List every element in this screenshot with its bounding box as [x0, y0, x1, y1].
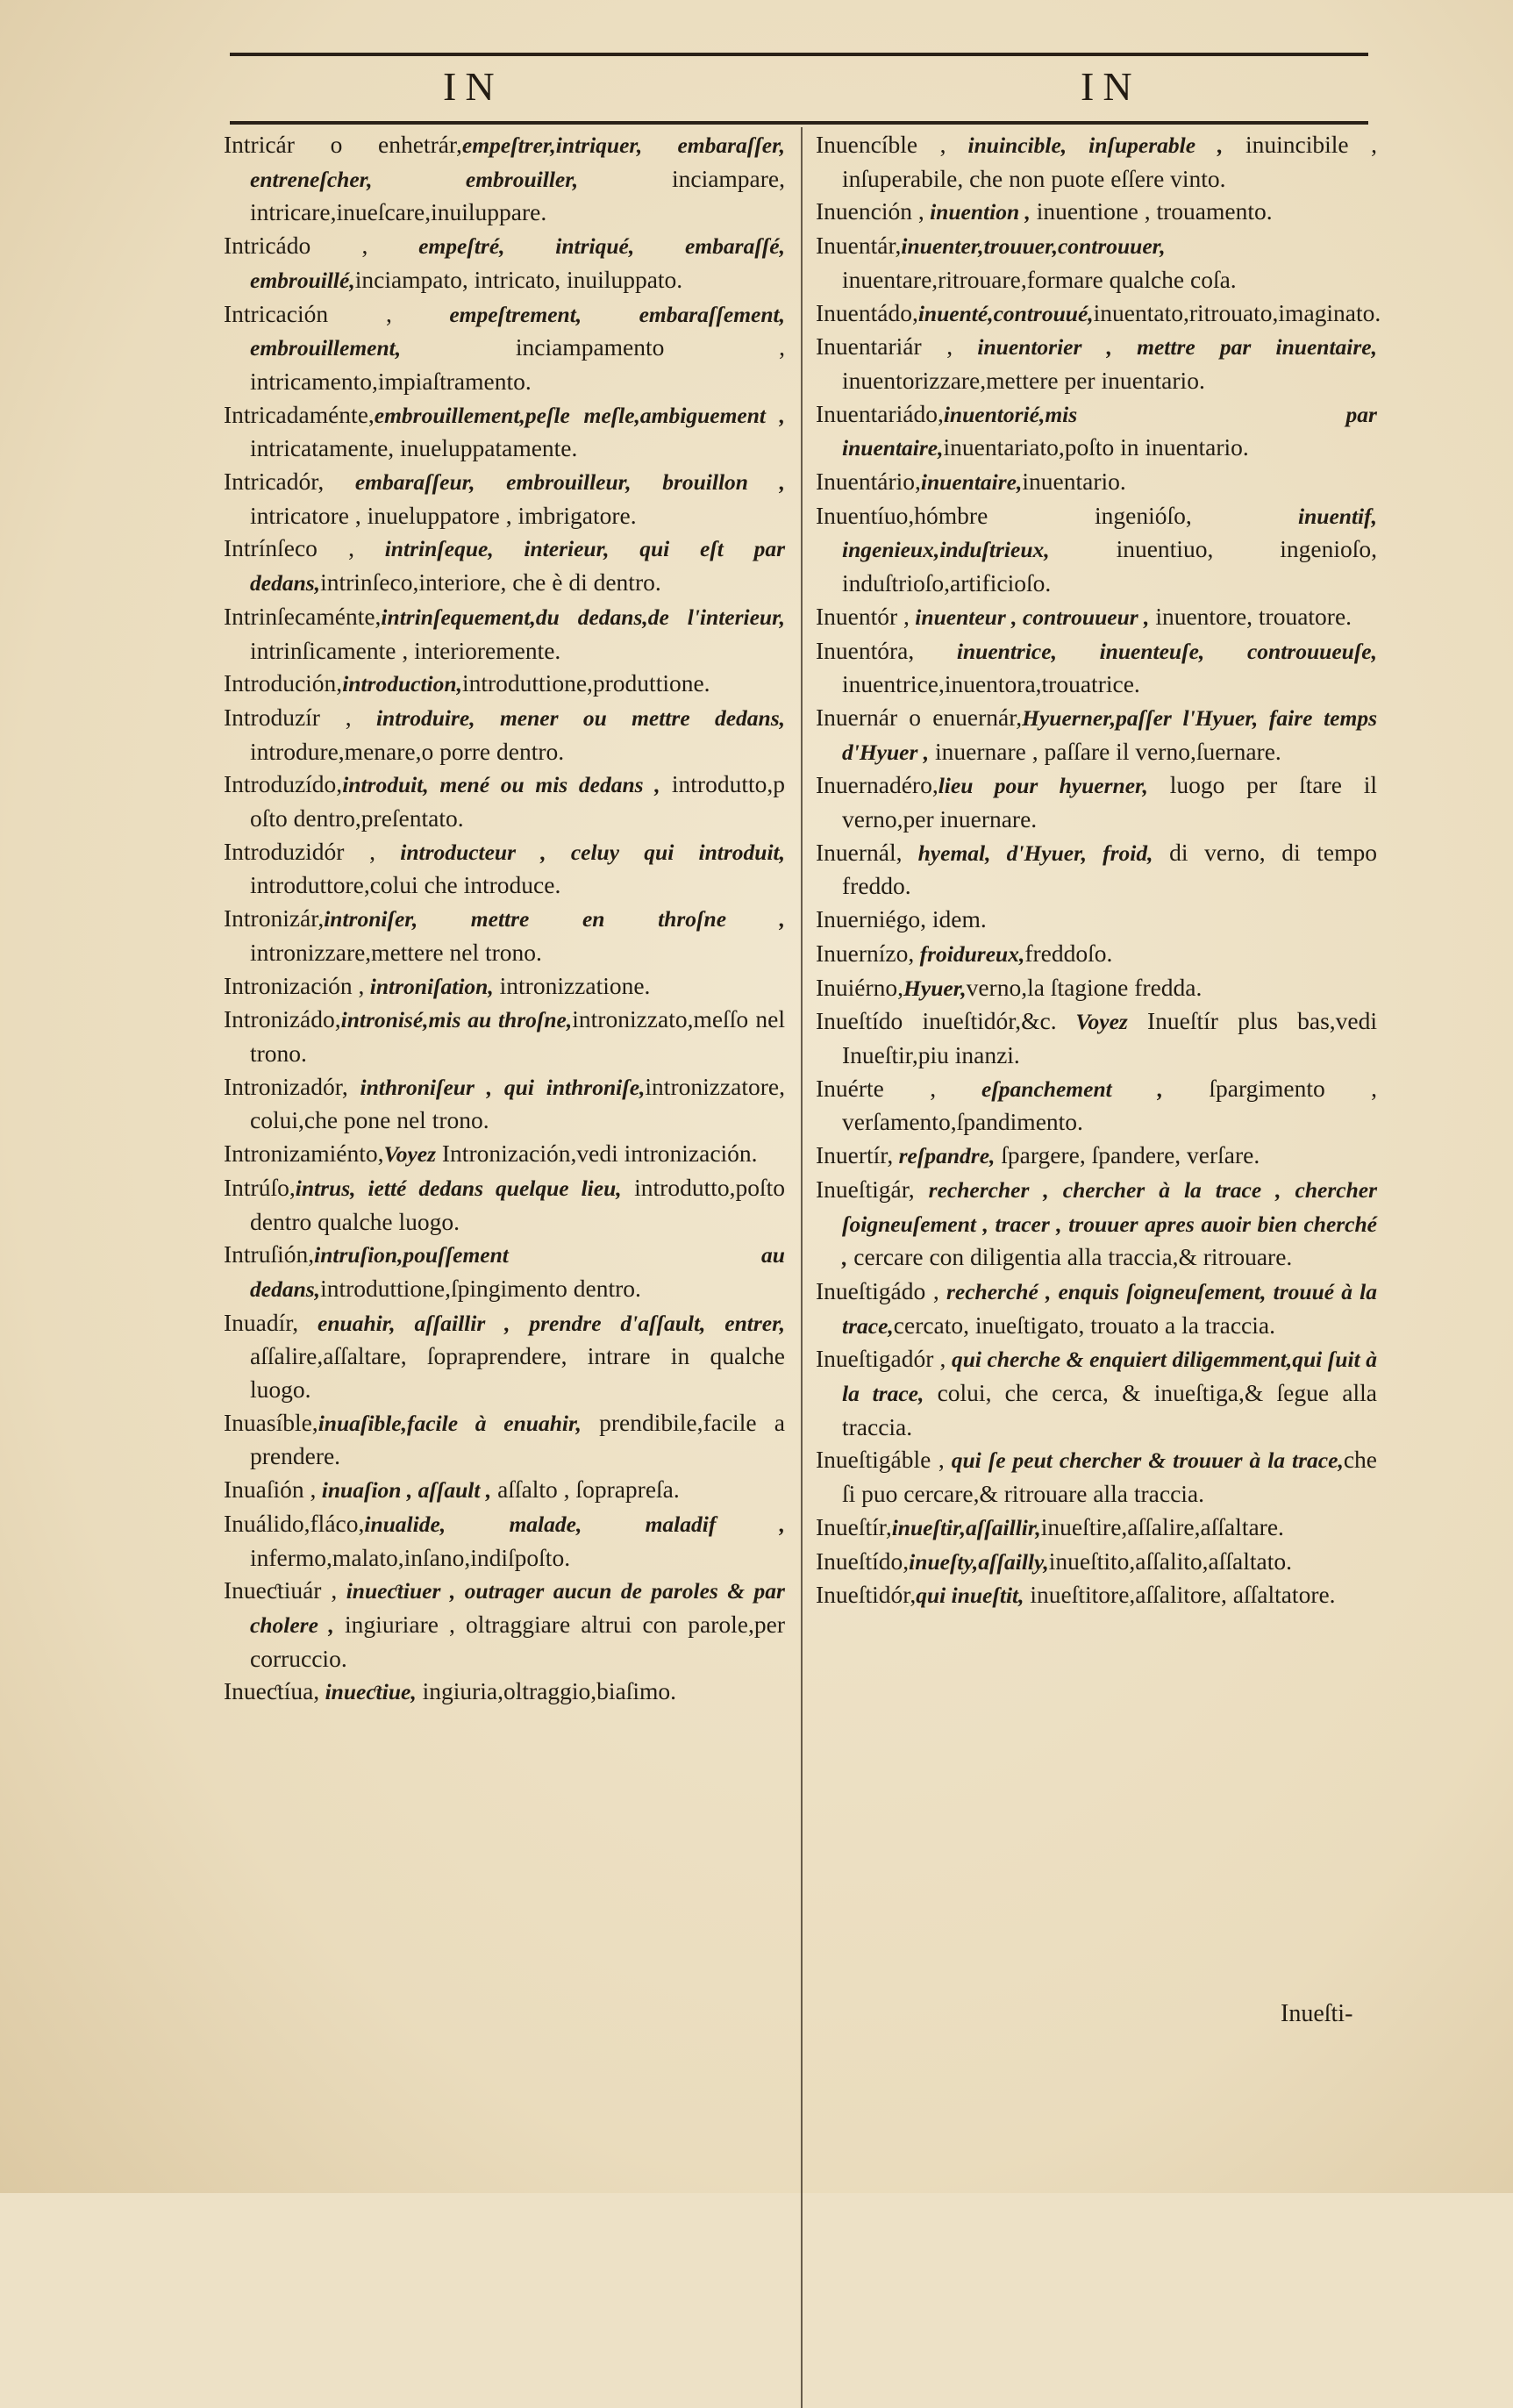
entry-italian: freddoſo. — [1024, 939, 1113, 967]
entry-headword: Inuentóra, — [816, 636, 915, 664]
entry-italian: inuentariato,poſto in inuentario. — [943, 433, 1249, 461]
entry-italian: introduttione,ſpingimento dentro. — [320, 1274, 641, 1302]
entry-headword: Inueſtigadór , — [816, 1345, 946, 1373]
entry-headword: Inuerniégo, — [816, 905, 926, 933]
entry-headword: Inuentariádo, — [816, 399, 944, 427]
dictionary-entry — [816, 128, 1377, 195]
entry-headword: Intricación , — [224, 299, 392, 327]
catchword: Inueſti- — [1281, 2000, 1353, 2027]
dictionary-entry — [816, 195, 1377, 229]
entry-headword: Intrinſecaménte, — [224, 602, 382, 630]
entry-headword: Inueƈtíua, — [224, 1677, 320, 1705]
entry-italian: inueſtitore,aſſalitore, aſſaltatore. — [1024, 1581, 1336, 1609]
entry-headword: Inuención , — [816, 197, 924, 225]
entry-italian: inuernare , paſſare il verno,ſuernare. — [929, 737, 1281, 765]
dictionary-entry — [816, 1545, 1377, 1579]
dictionary-entry — [224, 398, 785, 465]
entry-french: qui ſe peut chercher & trouuer à la trace, — [944, 1447, 1344, 1474]
dictionary-entry — [224, 128, 785, 229]
entry-headword: Introduzído, — [224, 770, 343, 798]
entry-french: hyemal, d'Hyuer, froid, — [902, 840, 1153, 866]
entry-italian: infermo,malato,inſano,indiſpoſto. — [250, 1543, 571, 1571]
entry-headword: Inuálido,fláco, — [224, 1509, 365, 1537]
entry-italian: Intronización,vedi intronización. — [436, 1140, 758, 1168]
entry-italian: intronizzare,mettere nel trono. — [250, 938, 542, 966]
dictionary-entry — [816, 1342, 1377, 1443]
entry-italian: colui, che cerca, & inueſtiga,& ſegue alla traccia. — [842, 1379, 1377, 1440]
entry-french: introduire, mener ou mettre dedans, — [351, 704, 785, 731]
entry-italian: ſpargimento , verſamento,ſpandimento. — [842, 1074, 1377, 1136]
dictionary-entry — [224, 667, 785, 701]
entry-headword: Inueſtigádo , — [816, 1276, 939, 1304]
entry-italian: intrinſicamente , interioremente. — [250, 636, 561, 664]
dictionary-entry — [816, 971, 1377, 1005]
dictionary-entry — [816, 229, 1377, 296]
entry-italian: intricatamente, inueluppatamente. — [250, 434, 578, 462]
entry-italian: prendibile,facile a prendere. — [250, 1408, 785, 1470]
dictionary-entry — [816, 330, 1377, 397]
entry-headword: Inuernár o enuernár, — [816, 703, 1023, 731]
entry-italian: ingiuria,oltraggio,biaſimo. — [416, 1677, 677, 1705]
entry-french: inuentaire, — [920, 469, 1023, 496]
dictionary-entry — [224, 1675, 785, 1709]
entry-headword: Inueſtidór, — [816, 1581, 917, 1609]
entry-italian: luogo per ſtare il verno,per inuernare. — [842, 771, 1378, 833]
entry-headword: Inuentíuo,hómbre ingenióſo, — [816, 501, 1192, 529]
entry-french: inuenté,controuué, — [917, 300, 1094, 326]
entry-french: introduit, mené ou mis dedans , — [342, 772, 660, 798]
entry-french: introniſer, mettre en throſne , — [324, 906, 785, 932]
dictionary-entry — [224, 600, 785, 667]
dictionary-entry — [224, 1473, 785, 1507]
entry-headword: Intricádo , — [224, 232, 368, 260]
running-head-right: IN — [1081, 64, 1141, 109]
entry-headword: Intrúſo, — [224, 1173, 296, 1201]
entry-headword: Inuasíble, — [224, 1408, 318, 1436]
column-divider — [801, 127, 803, 2408]
entry-french: rechercher , chercher à la trace , chercher ſoigneuſement , tracer , trouuer apres auoir bien cherché , — [842, 1176, 1377, 1271]
entry-french: lieu pour hyuerner, — [938, 773, 1148, 799]
entry-italian: inuentare,ritrouare,formare qualche coſa. — [842, 265, 1237, 293]
entry-italian: inuentiuo, ingenioſo, induſtrioſo,artificioſo. — [842, 535, 1377, 597]
entry-french: inueƈtiue, — [319, 1679, 417, 1705]
entry-headword: Introduzidór , — [224, 837, 376, 865]
entry-italian: inuentione , trouamento. — [1030, 197, 1273, 225]
entry-french: intronisé,mis au throſne, — [340, 1007, 573, 1033]
dictionary-entry — [224, 1070, 785, 1137]
dictionary-entry — [224, 1137, 785, 1171]
dictionary-entry — [816, 768, 1377, 835]
entry-italian: inciampamento , intricamento,impiaſtramento. — [250, 333, 785, 395]
entry-headword: Inuentádo, — [816, 298, 918, 326]
dictionary-entry — [224, 465, 785, 532]
top-rule — [230, 53, 1368, 56]
entry-italian: introduttore,colui che introduce. — [250, 871, 561, 899]
entry-italian: inciampato, intricato, inuiluppato. — [354, 265, 683, 293]
dictionary-entry — [816, 937, 1377, 971]
entry-headword: Intronizádo, — [224, 1005, 341, 1033]
entry-french: inueſtir,aſſaillir, — [891, 1514, 1041, 1540]
entry-italian: inuentato,ritrouato,imaginato. — [1093, 298, 1381, 326]
entry-french: inthroniſeur , qui inthroniſe, — [347, 1074, 646, 1100]
dictionary-entry — [224, 1406, 785, 1473]
entry-french: empeſtrement, embaraſſement, embrouillement, — [250, 301, 785, 361]
entry-italian: inuentorizzare,mettere per inuentario. — [842, 366, 1205, 394]
dictionary-entry — [224, 1574, 785, 1675]
entry-french: recherché , enquis ſoigneuſement, trouué à la trace, — [842, 1278, 1377, 1339]
entry-italian: cercato, inueſtigato, trouato a la traccia. — [893, 1311, 1275, 1339]
entry-italian: intronizzato,meſſo nel trono. — [250, 1005, 785, 1067]
entry-italian: inuentrice,inuentora,trouatrice. — [842, 670, 1140, 698]
dictionary-entry — [224, 969, 785, 1004]
entry-french: qui inueſtit, — [916, 1583, 1024, 1609]
entry-french: embaraſſeur, embrouilleur, brouillon , — [324, 469, 785, 496]
entry-french: embrouillement,peſle meſle,ambiguement , — [374, 402, 785, 428]
entry-headword: Inuentór , — [816, 602, 910, 630]
entry-headword: Intruſión, — [224, 1240, 315, 1268]
entry-french: inuention , — [924, 199, 1031, 225]
entry-french: inualide, malade, maladif , — [364, 1511, 785, 1537]
entry-french: introniſation, — [364, 973, 494, 999]
entry-italian: inueſtito,aſſalito,aſſaltato. — [1048, 1547, 1292, 1575]
entry-headword: Inuentário, — [816, 468, 921, 496]
dictionary-entry — [816, 1443, 1377, 1510]
entry-headword: Inuertír, — [816, 1141, 894, 1169]
entry-headword: Intricadaménte, — [224, 400, 375, 428]
entry-french: inuentorier , mettre par inuentaire, — [953, 334, 1377, 361]
entry-italian: inuentore, trouatore. — [1149, 602, 1352, 630]
entry-french: intrinſeque, interieur, qui eſt par dedans, — [250, 536, 785, 597]
entry-french: inuentrice, inuenteuſe, controuueuſe, — [914, 638, 1377, 664]
dictionary-entry — [816, 499, 1377, 600]
running-head-left: IN — [443, 64, 503, 109]
entry-french: inuentorié,mis par inuentaire, — [842, 401, 1377, 461]
entry-headword: Intronizadór, — [224, 1072, 348, 1100]
dictionary-entry — [224, 532, 785, 599]
entry-headword: Inuadír, — [224, 1308, 299, 1336]
dictionary-entry — [224, 1003, 785, 1069]
entry-italian: aſſalto , ſopraprеſa. — [491, 1476, 680, 1504]
entry-italian: ingiuriare , oltraggiare altrui con parole,per corruccio. — [250, 1610, 785, 1672]
entry-italian: che ſi puo cercare,& ritrouare alla traccia. — [842, 1446, 1377, 1508]
entry-italian: idem. — [926, 905, 987, 933]
entry-french: inuincible, inſuperable , — [946, 132, 1224, 158]
entry-headword: Inueſtído inueſtidór,&c. — [816, 1007, 1057, 1035]
entry-italian: introdure,menare,o porre dentro. — [250, 737, 565, 765]
entry-french: enuahir, aſſaillir , prendre d'aſſault, entrer, — [298, 1310, 785, 1336]
entry-french: Voyez — [383, 1141, 437, 1168]
entry-headword: Intricadór, — [224, 468, 325, 496]
dictionary-entry — [224, 229, 785, 297]
entry-french: Hyuerner,paſſer l'Hyuer, faire temps d'Hyuer , — [842, 704, 1378, 765]
entry-headword: Inuencíble , — [816, 131, 946, 158]
entry-french: empeſtrer,intriquer, embaraſſer, entreneſcher, embrouiller, — [250, 132, 786, 192]
dictionary-entry — [816, 1072, 1377, 1139]
entry-headword: Inuentariár , — [816, 332, 953, 361]
entry-italian: intronizzatore, colui,che pone nel trono. — [250, 1072, 785, 1134]
entry-headword: Intrínſeco , — [224, 534, 354, 562]
dictionary-entry — [816, 297, 1381, 331]
entry-headword: Inuernadéro, — [816, 771, 938, 799]
right-column — [816, 128, 1381, 1612]
header-rule — [230, 121, 1368, 125]
dictionary-entry — [816, 903, 1377, 937]
entry-italian: intrinſeco,interiore, che è di dentro. — [320, 568, 661, 597]
dictionary-entry — [816, 1511, 1377, 1545]
dictionary-entry — [816, 836, 1377, 903]
entry-headword: Inueſtír, — [816, 1512, 892, 1540]
dictionary-entry — [224, 1171, 785, 1238]
entry-italian: introdutto,poſto dentro qualche luogo. — [250, 1173, 786, 1235]
dictionary-entry — [224, 768, 785, 834]
dictionary-entry — [816, 1275, 1377, 1342]
entry-italian: inuincibile , inſuperabile, che non puote eſſere vinto. — [842, 131, 1377, 192]
entry-italian: introdutto,p oſto dentro,preſentato. — [250, 770, 785, 832]
dictionary-entry — [224, 902, 785, 968]
entry-italian: verno,la ſtagione fredda. — [966, 973, 1203, 1001]
entry-italian: inueſtire,aſſalire,aſſaltare. — [1040, 1512, 1284, 1540]
entry-french: inueſty,aſſailly, — [909, 1548, 1049, 1575]
entry-headword: Inuernízo, — [816, 939, 915, 967]
entry-headword: Intricár o enhetrár, — [224, 131, 462, 158]
entry-french: Voyez — [1056, 1009, 1128, 1035]
dictionary-entry — [224, 835, 785, 902]
entry-headword: Inuaſión , — [224, 1476, 317, 1504]
entry-french: froidureux, — [914, 940, 1025, 967]
entry-italian: inciampare, intricare,inueſcare,inuiluppare. — [250, 164, 785, 226]
entry-french: empeſtré, intriqué, embaraſſé, embrouillé, — [250, 233, 785, 293]
dictionary-entry — [224, 1306, 785, 1406]
dictionary-entry — [816, 397, 1377, 465]
entry-headword: Inueƈtiuár , — [224, 1576, 338, 1604]
entry-headword: Introdución, — [224, 669, 343, 697]
entry-french: intrus, ietté dedans quelque lieu, — [295, 1175, 622, 1201]
dictionary-entry — [816, 634, 1377, 701]
entry-italian: cercare con diligentia alla traccia,& ritrouare. — [847, 1243, 1293, 1271]
dictionary-entry — [816, 600, 1377, 634]
entry-french: introducteur , celuy qui introduit, — [375, 839, 785, 865]
entry-headword: Inuernál, — [816, 838, 903, 866]
entry-headword: Intronización , — [224, 971, 365, 999]
entry-headword: Inuiérno, — [816, 973, 904, 1001]
dictionary-entry — [224, 297, 785, 398]
dictionary-entry — [816, 1139, 1377, 1173]
entry-headword: Inuentár, — [816, 232, 902, 260]
entry-french: inuenter,trouuer,controuuer, — [901, 233, 1166, 260]
entry-french: inueƈtiuer , outrager aucun de paroles & par cholere , — [250, 1578, 785, 1638]
dictionary-entry — [224, 1507, 785, 1574]
entry-headword: Intronizár, — [224, 904, 325, 932]
entry-french: Hyuer, — [903, 975, 967, 1001]
entry-italian: inuentario. — [1022, 468, 1126, 496]
entry-headword: Inueſtigáble , — [816, 1446, 945, 1474]
entry-french: reſpandre, — [893, 1143, 996, 1169]
entry-italian: di verno, di tempo freddo. — [842, 838, 1377, 900]
entry-headword: Introduzír , — [224, 703, 352, 731]
entry-french: inuenteur , controuueur , — [909, 604, 1150, 630]
entry-french: intruſion,pouſſement au dedans, — [250, 1242, 785, 1302]
entry-italian: intricatore , inueluppatore , imbrigatore. — [250, 501, 637, 529]
entry-french: inuaſible,facile à enuahir, — [318, 1410, 582, 1436]
entry-italian: aſſalire,aſſaltare, ſopraprendere, intrare in qualche luogo. — [250, 1342, 785, 1404]
dictionary-entry — [816, 1004, 1377, 1071]
entry-french: inuentif, ingenieux,induſtrieux, — [842, 503, 1377, 563]
entry-french: intrinſequement,du dedans,de l'interieur, — [381, 604, 785, 630]
entry-french: introduction, — [342, 671, 462, 697]
entry-headword: Inueſtigár, — [816, 1175, 915, 1203]
entry-french: inuaſion , aſſault , — [316, 1477, 492, 1504]
dictionary-entry — [224, 701, 785, 768]
entry-italian: ſpargere, ſpandere, verſare. — [995, 1141, 1260, 1169]
dictionary-entry — [224, 1238, 785, 1305]
dictionary-entry — [816, 1173, 1377, 1275]
entry-italian: introduttione,produttione. — [461, 669, 710, 697]
dictionary-entry — [816, 465, 1377, 499]
entry-headword: Intronizamiénto, — [224, 1140, 384, 1168]
left-column — [224, 128, 785, 1709]
entry-headword: Inueſtído, — [816, 1547, 910, 1575]
entry-french: eſpanchement , — [936, 1075, 1163, 1102]
dictionary-entry — [816, 1578, 1377, 1612]
entry-italian: Inueſtír plus bas,vedi Inueſtir,piu inanzi. — [842, 1007, 1377, 1068]
entry-headword: Inuérte , — [816, 1074, 937, 1102]
entry-french: qui cherche & enquiert diligemment,qui ſuit à la trace, — [842, 1347, 1377, 1407]
dictionary-entry — [816, 701, 1377, 768]
entry-italian: intronizzatione. — [493, 971, 651, 999]
